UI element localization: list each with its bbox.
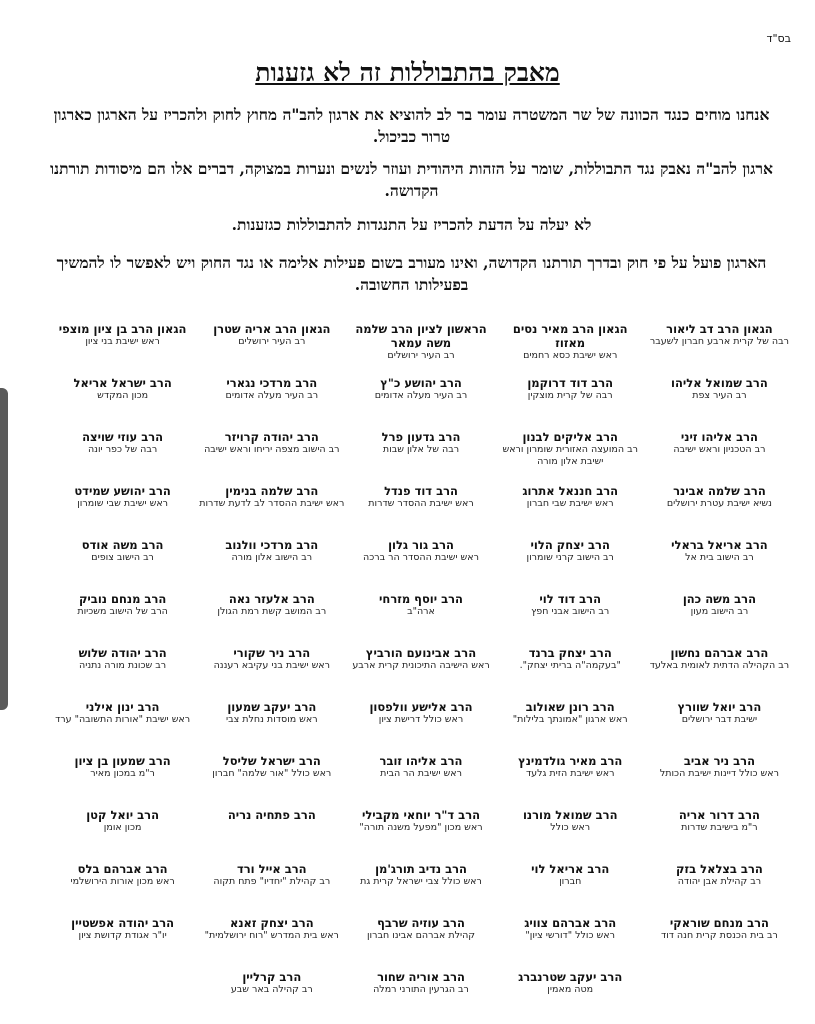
paragraph-1: אנחנו מוחים כנגד הכוונה של שר המשטרה עומר בר לב להוציא את ארגון להב"ה מחוץ לחוק ולהכריז על הארגון כארגון טרור כביכול. — [53, 105, 770, 146]
signatory — [199, 808, 344, 862]
signatory-role: רב הישוב בית אל — [685, 552, 754, 563]
signatory-name: הרב יואל שוורץ — [677, 700, 762, 714]
signatory-name: הרב ישראל שליסל — [222, 754, 321, 768]
signatory-name: הרב יהושע שמידט — [74, 484, 171, 498]
signatory-name: הרב אריאל בראלי — [671, 538, 768, 552]
signatory-name: הגאון הרב דב ליאור — [666, 322, 773, 336]
signatory — [498, 430, 643, 484]
signatory-name: הרב מנחם נוביק — [78, 592, 167, 606]
signatory-role: ראש מכון "מפעל משנה תורה" — [359, 822, 483, 833]
signatory — [498, 484, 643, 538]
signatory — [50, 754, 195, 808]
paragraph-3: לא יעלה על הדעת להכריז על התנגדות להתבוללות כגזענות. — [231, 215, 592, 234]
signatory-role: רב העיר ירושלים — [387, 350, 455, 361]
signatory-role: מכון אומן — [103, 822, 142, 833]
signatory-role: ראש ישיבת הר הבית — [380, 768, 462, 779]
signatory-name: הרב משה אודס — [81, 538, 164, 552]
signatory-name: הגאון הרב מאיר נסים מאזוז — [512, 322, 628, 350]
signatory-role: ארה"ב — [407, 606, 435, 617]
scroll-handle[interactable] — [0, 388, 8, 710]
signatory-role: רב הישוב מצפה יריחו וראש ישיבה — [204, 444, 340, 455]
signatory-role: מטה מאמין — [547, 984, 594, 995]
signatory — [498, 808, 643, 862]
signatory-name: הרב אליהו זובר — [379, 754, 463, 768]
signatory-role: ראש ישיבת ההסדר שדרות — [368, 498, 474, 509]
signatory-name: הרב יעקב שמעון — [227, 700, 317, 714]
signatory-name: הרב גדעון פרל — [381, 430, 461, 444]
signatory-name: הרב דרור אריה — [678, 808, 760, 822]
signatory-name: הרב מרדכי נגארי — [226, 376, 318, 390]
signatory-name: הרב ניר אביב — [683, 754, 755, 768]
signatory — [498, 862, 643, 916]
signatory-name: הרב אליקים לבנון — [522, 430, 618, 444]
signatory — [50, 916, 195, 970]
signatory — [348, 862, 493, 916]
signatory — [498, 916, 643, 970]
signatory-name: הרב יהושע כ"ץ — [380, 376, 462, 390]
signatory-name: הרב דוד פנדל — [384, 484, 458, 498]
paragraph-4: הארגון פועל על פי חוק ובדרך תורתנו הקדושה, ואינו מעורב בשום פעילות אלימה או נגד החוק ויש לאפשר לו להמשיך בפעילותו החשובה. — [56, 253, 767, 294]
signatory-name: הרב אייל ורד — [237, 862, 307, 876]
signatory — [348, 808, 493, 862]
signatory-role: נשיא ישיבת עטרת ירושלים — [666, 498, 772, 509]
signatory-role: ראש ישיבת בני ציון — [85, 336, 160, 347]
signatory — [348, 970, 493, 1024]
signatory-role: רב קהילה באר שבע — [230, 984, 313, 995]
signatory-role: ישיבת דבר ירושלים — [681, 714, 758, 725]
signatory — [199, 430, 344, 484]
page-title: מאבק בהתבוללות זה לא גזענות — [255, 58, 560, 87]
signatory-name: הרב שלמה אבינר — [673, 484, 766, 498]
signatory-name: הרב אברהם בלס — [77, 862, 168, 876]
signatory — [498, 592, 643, 646]
signatory — [498, 376, 643, 430]
signatory-name: הרב יהודה שלוש — [78, 646, 167, 660]
signatory-name: הרב מאיר גולדמינץ — [518, 754, 623, 768]
signatory — [348, 322, 493, 376]
signatory-role: רב קהילת אבן יהודה — [677, 876, 762, 887]
signatory-name: הרב שלמה בנימין — [225, 484, 319, 498]
signatory — [199, 754, 344, 808]
signatory — [348, 484, 493, 538]
signatory-name: הרב יצחק הלוי — [530, 538, 610, 552]
signatory — [647, 808, 792, 862]
signatory-name: הרב אבינועם הורביץ — [365, 646, 477, 660]
signatory-role: ראש ישיבת הזית גלעד — [525, 768, 615, 779]
signatory-role: ראש כולל דיינות ישיבת הכותל — [659, 768, 779, 779]
signatory-name: הרב חננאל אתרוג — [522, 484, 619, 498]
signatory-name: הרב עוזיה שרבף — [377, 916, 465, 930]
signatory-name: הרב יצחק זאנא — [229, 916, 314, 930]
signatory — [348, 754, 493, 808]
signatory-role: ר"מ במכון מאיר — [90, 768, 155, 779]
signatory-name: הרב יואל קטן — [86, 808, 159, 822]
paragraph-2: ארגון להב"ה נאבק נגד התבוללות, שומר על הזהות היהודית ועוזר לנשים ונערות במצוקה, דברים אלו הם מיסודות תורתנו הקדושה. — [50, 159, 773, 200]
signatory — [50, 538, 195, 592]
signatory-name: הרב ד"ר יוחאי מקבילי — [361, 808, 481, 822]
signatory-role: רב המושב קשת רמת הגולן — [217, 606, 327, 617]
signatory-role: רב הקהילה הדתית לאומית באלעד — [649, 660, 790, 671]
signatory — [647, 592, 792, 646]
signatory — [50, 430, 195, 484]
signatory — [647, 430, 792, 484]
signatory — [50, 862, 195, 916]
signatory-role: רב הישוב קרני שומרון — [526, 552, 614, 563]
signatory-name: הרב עוזי שויצה — [82, 430, 164, 444]
signatory — [647, 970, 792, 1024]
signatory — [348, 430, 493, 484]
signatory — [50, 322, 195, 376]
signatory-name: הרב אלעזר נאה — [228, 592, 315, 606]
signatory — [199, 376, 344, 430]
signatory-role: ראש ישיבת שבי חברון — [526, 498, 614, 509]
signatory-role: רב העיר ירושלים — [238, 336, 306, 347]
signatory-role: רב בית הכנסת קרית חנה דוד — [660, 930, 778, 941]
signatory-role: רב שכונת מורה נתניה — [79, 660, 167, 671]
signatory-role: מכון המקדש — [97, 390, 149, 401]
signatory-role: ר"מ בישיבת שדרות — [681, 822, 758, 833]
signatory-name: הרב אלישע וולפסון — [369, 700, 473, 714]
signatory-name: הרב קרליין — [242, 970, 302, 984]
signatory-role: ראש ישיבת כסא רחמים — [523, 350, 618, 361]
signatory-name: הרב דוד לוי — [539, 592, 602, 606]
signatory — [498, 646, 643, 700]
signatory — [647, 322, 792, 376]
signatory-name: הרב יצחק ברנד — [528, 646, 612, 660]
signatory-name: הרב פתחיה נריה — [227, 808, 316, 822]
signatory-name: הרב שמואל מורנו — [522, 808, 618, 822]
signatory-name: הרב אליהו זיני — [680, 430, 758, 444]
signatory-role: ראש הישיבה התיכונית קרית ארבע — [352, 660, 490, 671]
signatory-name: הרב יהודה קרויזר — [224, 430, 319, 444]
signatory — [647, 916, 792, 970]
signatory-name: הרב דוד דרוקמן — [527, 376, 614, 390]
signatory-role: רב העיר מעלה אדומים — [374, 390, 468, 401]
signatory — [50, 646, 195, 700]
signatory-role: ראש ישיבת ההסדר הר ברכה — [362, 552, 480, 563]
signatory-name: הרב גור גלון — [388, 538, 454, 552]
signatory — [647, 376, 792, 430]
signatory-role: ראש ישיבת "אורות התשובה" ערד — [55, 714, 191, 725]
signatory — [348, 592, 493, 646]
signatory — [348, 538, 493, 592]
signatory — [348, 646, 493, 700]
signatory — [50, 592, 195, 646]
signatory-role: רבה של כפר יונה — [87, 444, 158, 455]
signatory — [50, 808, 195, 862]
signatory — [199, 916, 344, 970]
signatory-role: הרב של הישוב משכיות — [77, 606, 168, 617]
signatory-name: הרב יעקב שטרנברג — [518, 970, 623, 984]
signatory-name: הרב יהודה אפשטיין — [71, 916, 175, 930]
bsd-header: בס"ד — [766, 32, 791, 45]
signatory — [647, 484, 792, 538]
signatory-role: ראש ארגון "אמונתך בלילות" — [512, 714, 628, 725]
signatory — [647, 754, 792, 808]
signatory-name: הרב מנחם שוראקי — [669, 916, 769, 930]
signatory-role: חברון — [559, 876, 582, 887]
signatory-role: רב הישוב אבני חפץ — [531, 606, 610, 617]
signatory-role: ראש כולל דרישת ציון — [378, 714, 464, 725]
signatory — [199, 700, 344, 754]
signatory — [348, 700, 493, 754]
signatory — [647, 862, 792, 916]
signatory-name: הרב ניר שקורי — [233, 646, 311, 660]
signatory-role: ראש מוסדות נחלת צבי — [225, 714, 318, 725]
signatory-name: הרב שמואל אליהו — [671, 376, 768, 390]
signatory-name: הרב אברהם נחשון — [670, 646, 769, 660]
signatory-name: הגאון הרב אריה שטרן — [213, 322, 331, 336]
signatory — [647, 700, 792, 754]
signatory — [199, 322, 344, 376]
signatory-role: רב הטכניון וראש ישיבה — [673, 444, 766, 455]
signatory — [498, 700, 643, 754]
signatory — [647, 646, 792, 700]
signatory-name: הרב משה כהן — [682, 592, 756, 606]
signatory-name: הראשון לציון הרב שלמה משה עמאר — [355, 322, 487, 350]
signatories-grid — [50, 322, 792, 1024]
signatory-role: קהילת אברהם אבינו חברון — [366, 930, 476, 941]
signatory-role: ראש כולל "אור שלמה" חברון — [212, 768, 332, 779]
signatory-role: רב הישוב מעון — [690, 606, 749, 617]
signatory — [199, 592, 344, 646]
signatory — [50, 376, 195, 430]
signatory-name: הרב יוסף מזרחי — [379, 592, 463, 606]
signatory — [50, 484, 195, 538]
signatory-role: רב העיר צפת — [692, 390, 747, 401]
signatory-role: רבה של קרית ארבע חברון לשעבר — [649, 336, 789, 347]
signatory — [50, 700, 195, 754]
signatory-name: הרב מרדכי וולנוב — [225, 538, 319, 552]
signatory-role: רבה של אלון שבות — [382, 444, 460, 455]
signatory-name: הרב אריאל לוי — [531, 862, 610, 876]
signatory-role: ראש כולל — [550, 822, 591, 833]
signatory-name: הרב ינון אילני — [85, 700, 160, 714]
signatory-role: ראש ישיבת בני עקיבא רעננה — [213, 660, 331, 671]
signatory-name: הרב אוריה שחור — [377, 970, 465, 984]
signatory — [348, 916, 493, 970]
signatory — [199, 862, 344, 916]
signatory-role: ראש ישיבת שבי שומרון — [77, 498, 169, 509]
signatory — [348, 376, 493, 430]
signatory-name: הרב אברהם צוויג — [524, 916, 617, 930]
signatory-role: "בעקמה"ה בריתי יצחק". — [519, 660, 621, 671]
signatory — [498, 322, 643, 376]
signatory-role: ראש כולל "דורשי ציון" — [525, 930, 615, 941]
signatory-role: רבה של קרית מוצקין — [527, 390, 613, 401]
signatory-role: ראש כולל צבי ישראל קרית גת — [360, 876, 482, 887]
signatory — [199, 538, 344, 592]
signatory — [498, 754, 643, 808]
signatory-role: ראש ישיבת ההסדר לב לדעת שדרות — [199, 498, 345, 509]
signatory-name: הרב ישראל אריאל — [73, 376, 172, 390]
signatory-role: רב הגרעין התורני רמלה — [373, 984, 469, 995]
signatory — [498, 970, 643, 1024]
signatory-name: הגאון הרב בן ציון מוצפי — [58, 322, 187, 336]
signatory-role: רב המועצה האזורית שומרון וראש ישיבת אלון מורה — [502, 444, 638, 467]
signatory — [647, 538, 792, 592]
signatory-name: הרב בצלאל בזק — [676, 862, 763, 876]
signatory-role: רב הישוב צופים — [91, 552, 154, 563]
signatory-role: ראש מכון אורות הירושלמי — [70, 876, 175, 887]
signatory-role: ראש בית המדרש "רוח ירושלמית" — [204, 930, 339, 941]
signatory-role: רב קהילת "יחדיו" פתח תקוה — [213, 876, 331, 887]
signatory-name: הרב שמעון בן ציון — [74, 754, 171, 768]
signatory — [199, 484, 344, 538]
signatory-role: יו"ר אגודת קדושת ציון — [78, 930, 167, 941]
signatory — [498, 538, 643, 592]
signatory-name: הרב נדיב תורג'מן — [375, 862, 467, 876]
signatory-role: רב העיר מעלה אדומים — [225, 390, 319, 401]
signatory — [199, 646, 344, 700]
signatory — [50, 970, 195, 1024]
signatory-name: הרב רונן שאולוב — [525, 700, 615, 714]
signatory — [199, 970, 344, 1024]
signatory-role: רב הישוב אלון מורה — [231, 552, 313, 563]
